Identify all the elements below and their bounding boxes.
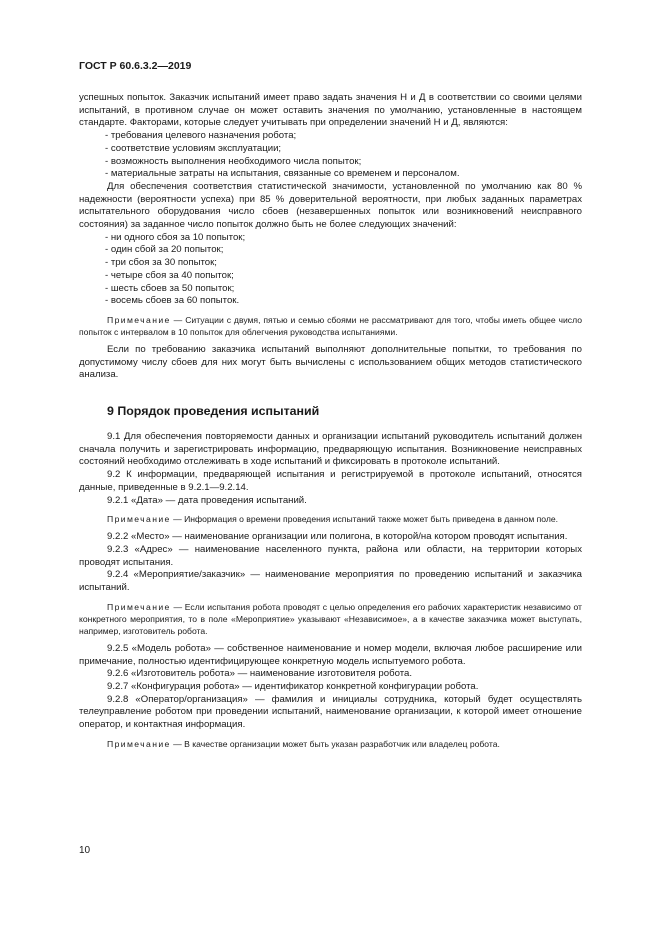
list-item: - требования целевого назначения робота;	[105, 130, 297, 142]
list-item: - восемь сбоев за 60 попыток.	[105, 295, 240, 307]
note-label: Примечание	[107, 738, 171, 749]
paragraph-intro: успешных попыток. Заказчик испытаний имеет право задать значения Н и Д в соответствии со своими целями испытаний, в противном случае он может оставить значения по умолчанию, установленные в настоящем стандарте. Факторами, которые следует учитывать при определении значений Н и Д, являются:	[79, 92, 582, 129]
failure-limits-list	[79, 232, 582, 308]
note-label: Примечание	[107, 314, 171, 325]
paragraph-9-2-5: 9.2.5 «Модель робота» — собственное наименование и номер модели, включая любое расширение или примечание, полностью идентифицирующее конкретную модель испытуемого робота.	[79, 642, 582, 667]
list-item: - соответствие условиям эксплуатации;	[105, 142, 282, 154]
note-label: Примечание	[107, 514, 171, 525]
note-label: Примечание	[107, 601, 171, 612]
list-item: - четыре сбоя за 40 попыток;	[105, 269, 234, 281]
note-text: — Ситуации с двумя, пятью и семью сбоями не рассматривают для того, чтобы иметь общее число попыток с интервалом в 10 попыток для облегчения руководства испытаниями.	[79, 314, 582, 337]
paragraph-9-2-3: 9.2.3 «Адрес» — наименование населенного пункта, района или области, на территории которых проводят испытания.	[79, 543, 582, 568]
note-1	[79, 314, 582, 338]
paragraph-9-2-4: 9.2.4 «Мероприятие/заказчик» — наименование мероприятия по проведению испытаний и заказчика испытаний.	[79, 569, 582, 594]
note-text: — В качестве организации может быть указан разработчик или владелец робота.	[170, 738, 500, 749]
paragraph-9-2-8: 9.2.8 «Оператор/организация» — фамилия и инициалы сотрудника, который будет осуществлять телеуправление роботом при проведении испытаний, наименование организации, к которой имеет отношение оператор, и контактная информация.	[79, 693, 582, 731]
page-number: 10	[79, 845, 91, 856]
paragraph-9-2-1: 9.2.1 «Дата» — дата проведения испытаний.	[107, 494, 307, 506]
section-9-heading: 9 Порядок проведения испытаний	[107, 404, 320, 419]
paragraph-9-2: 9.2 К информации, предваряющей испытания и регистрируемой в протоколе испытаний, относятся данные, приведенные в 9.2.1—9.2.14.	[79, 469, 582, 493]
note-4	[79, 738, 582, 750]
paragraph-statistical: Для обеспечения соответствия статистической значимости, установленной по умолчанию как 80 % надежности (вероятности успеха) при 85 % доверительной вероятности, при любых заданных параметрах испытательного оборудования число сбоев (незавершенных попыток или возникновений неисправного состояния) за заданное число попыток должно быть не более следующих значений:	[79, 180, 582, 231]
document-header: ГОСТ Р 60.6.3.2—2019	[79, 60, 192, 72]
paragraph-9-1: 9.1 Для обеспечения повторяемости данных и организации испытаний руководитель испытаний должен сначала получить и зарегистрировать информацию, предваряющую испытания. Возникновение неисправных состояний необходимо отслеживать в ходе испытаний и фиксировать в протоколе испытаний.	[79, 431, 582, 468]
page-body	[79, 92, 582, 750]
list-item: - шесть сбоев за 50 попыток;	[105, 282, 235, 294]
note-3	[79, 601, 582, 637]
paragraph-additional-attempts: Если по требованию заказчика испытаний выполняют дополнительные попытки, то требования по допустимому числу сбоев для них могут быть вычислены с использованием общих методов статистического анализа.	[79, 343, 582, 381]
note-text: — Если испытания робота проводят с целью определения его рабочих характеристик независимо от конкретного мероприятия, то в поле «Мероприятие» указывают «Независимое», а в качестве заказчика может выступать, например, изготовитель робота.	[79, 601, 582, 636]
note-2	[79, 513, 582, 525]
list-item: - возможность выполнения необходимого числа попыток;	[105, 155, 362, 167]
list-item: - ни одного сбоя за 10 попыток;	[105, 231, 246, 243]
paragraph-9-2-2: 9.2.2 «Место» — наименование организации или полигона, в которой/на котором проводят испытания.	[107, 531, 568, 543]
paragraph-9-2-6: 9.2.6 «Изготовитель робота» — наименование изготовителя робота.	[107, 668, 412, 680]
factors-list	[79, 130, 582, 181]
list-item: - материальные затраты на испытания, связанные со временем и персоналом.	[105, 168, 460, 180]
list-item: - один сбой за 20 попыток;	[105, 244, 224, 256]
note-text: — Информация о времени проведения испытаний также может быть приведена в данном поле.	[170, 514, 559, 525]
list-item: - три сбоя за 30 попыток;	[105, 257, 217, 269]
paragraph-9-2-7: 9.2.7 «Конфигурация робота» — идентификатор конкретной конфигурации робота.	[107, 680, 479, 692]
